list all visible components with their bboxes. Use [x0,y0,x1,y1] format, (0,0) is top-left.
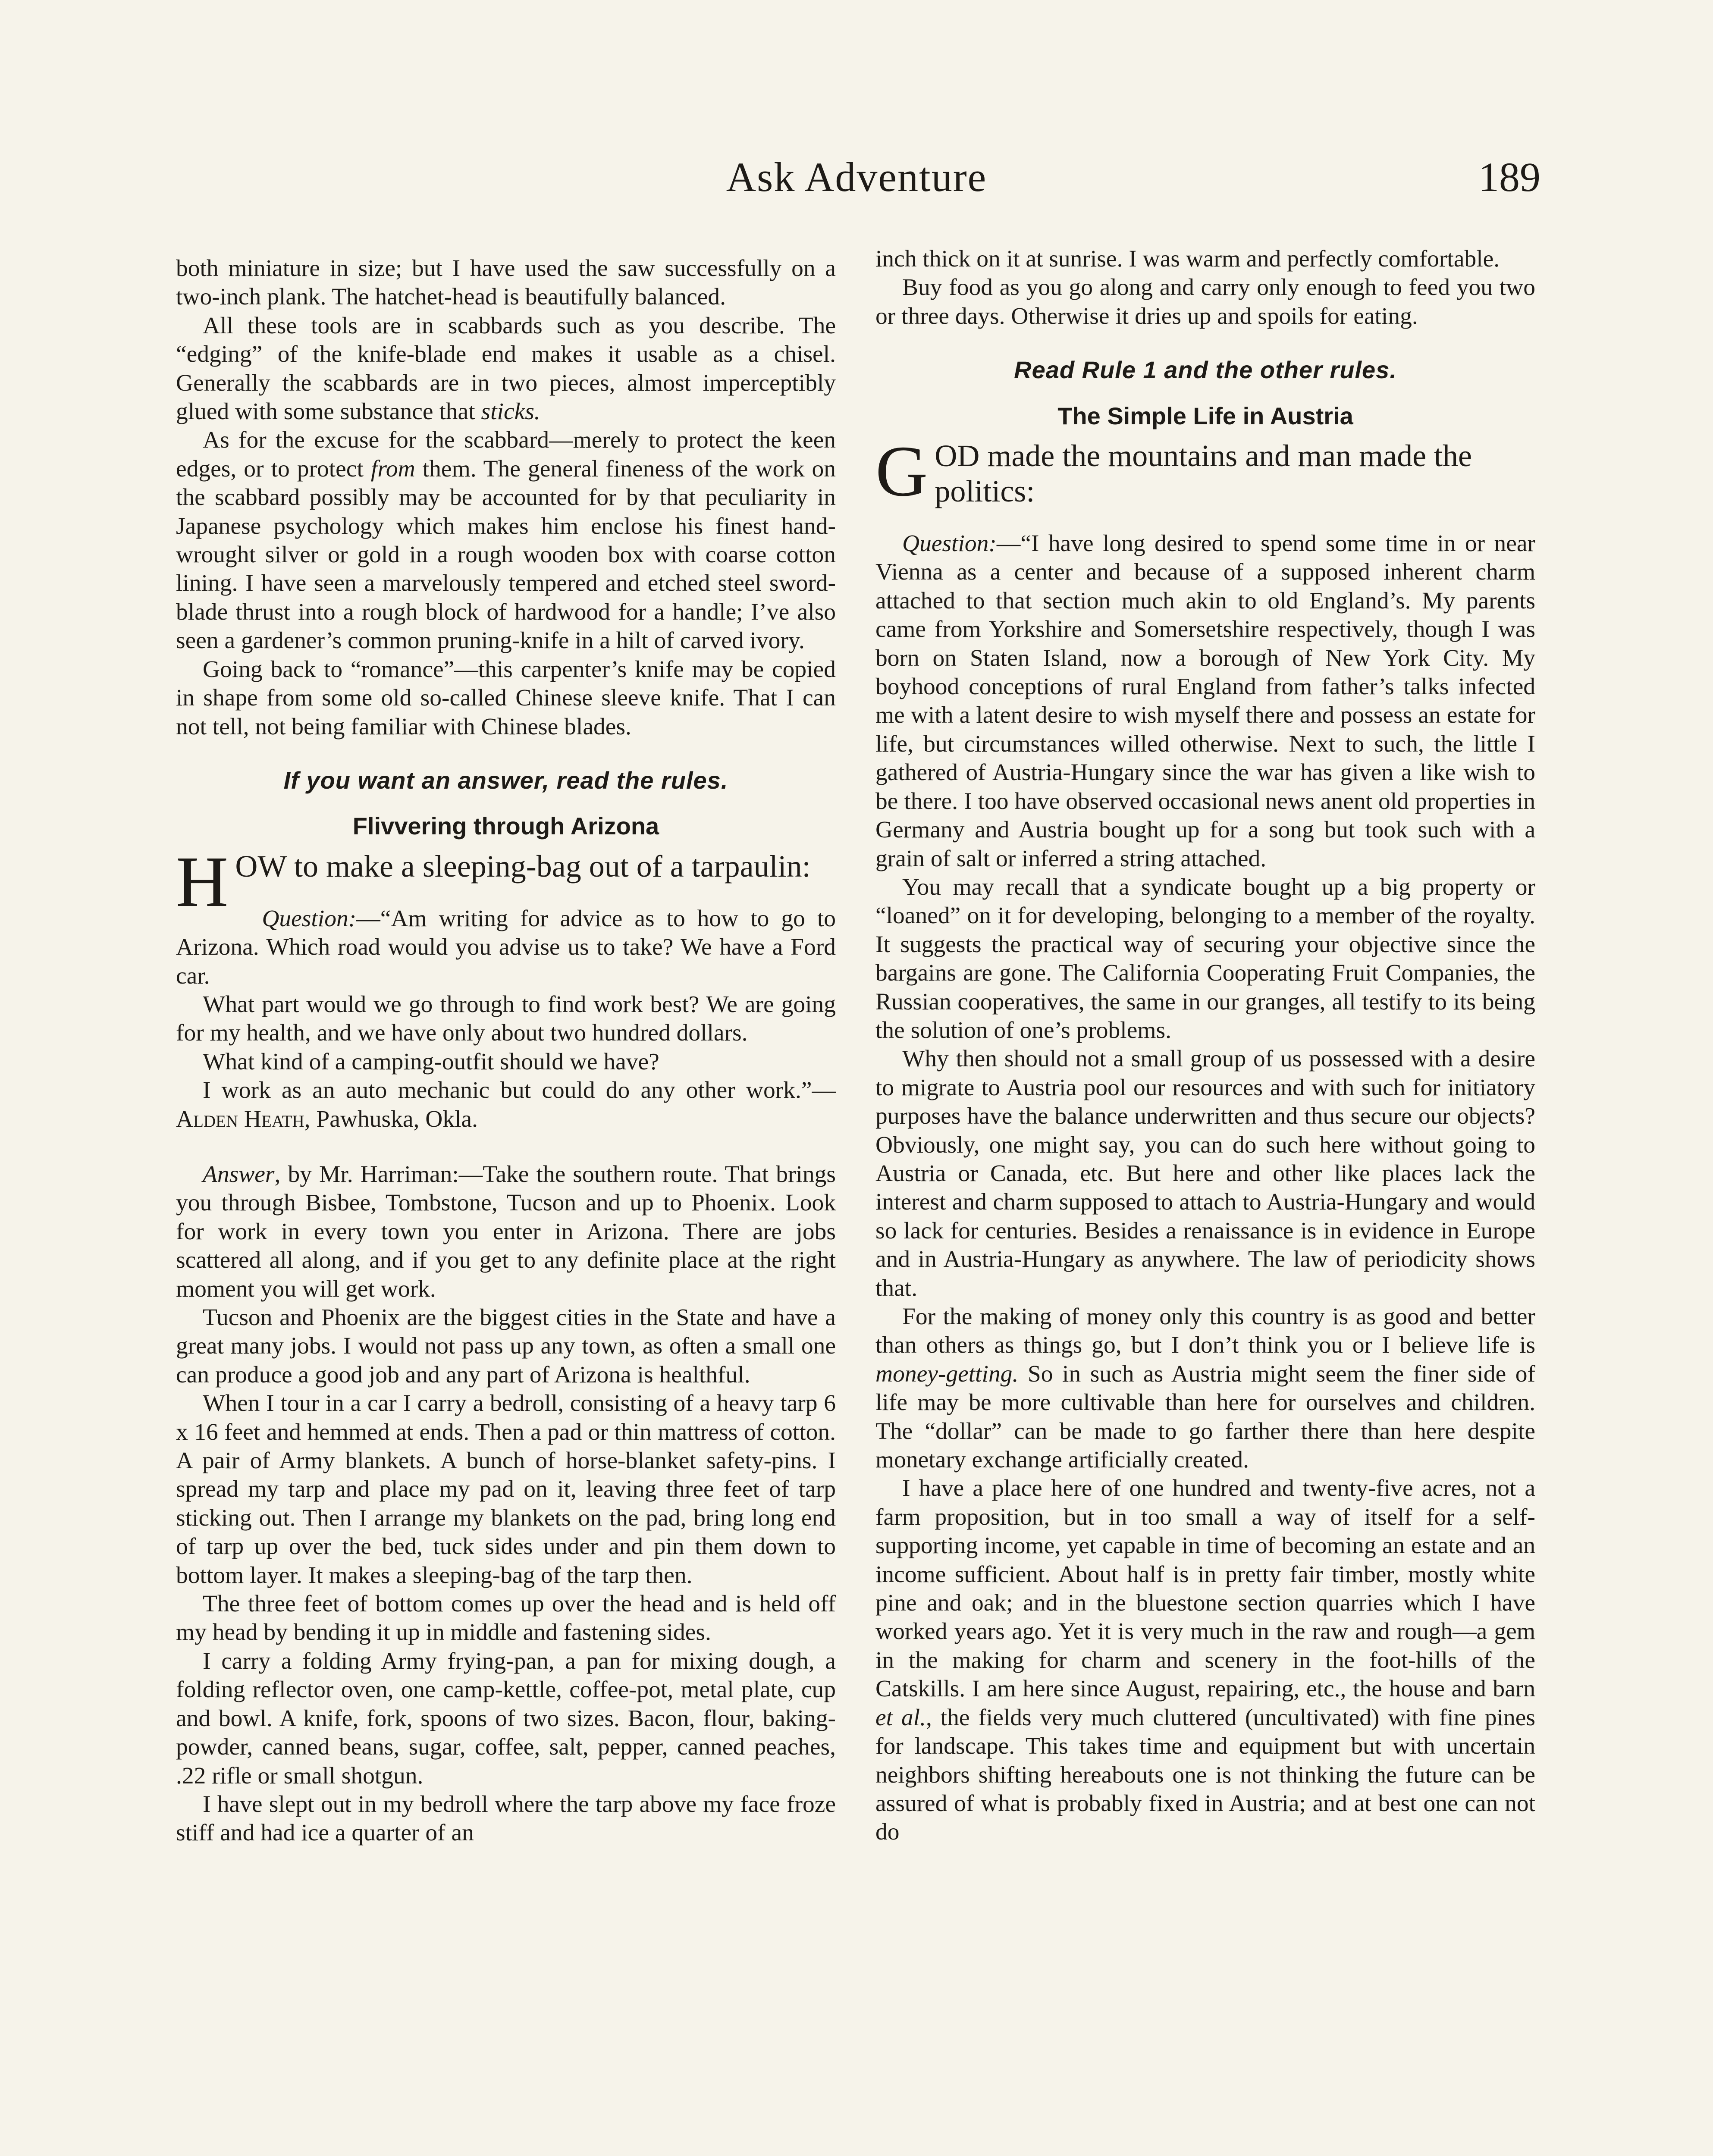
running-title: Ask Adventure [726,154,987,200]
question-paragraph: Question:—“I have long desired to spend some time in or near Vienna as a center and because of a supposed inherent charm attached to that section much akin to old England’s. My parents came from Yorkshire and Somersetshire respectively, though I was born on Staten Island, now a borough of New York City. My boyhood conceptions of rural England from father’s talks infected me with a latent desire to wish myself there and possess an estate for life, but circumstances willed otherwise. Next to such, the little I gathered of Austria-Hungary since the war has given a like wish to be there. I too have observed occasional news anent old properties in Germany and Austria bought up for a song but took such with a grain of salt or inferred a string attached. [875,530,1535,872]
paragraph: inch thick on it at sunrise. I was warm and perfectly comfortable. [875,246,1500,272]
paragraph: I have slept out in my bedroll where the tarp above my face froze stiff and had ice a quarter of an [176,1791,836,1846]
page-number: 189 [1478,154,1540,200]
paragraph: both miniature in size; but I have used the saw successfully on a two-inch plank. The hatchet-head is beautifully balanced. [176,255,836,310]
paragraph: I carry a folding Army frying-pan, a pan for mixing dough, a folding reflector oven, one camp-kettle, coffee-pot, metal plate, cup and bowl. A knife, fork, spoons of two sizes. Bacon, flour, baking-powder, canned beans, sugar, coffee, salt, pepper, canned peaches, .22 rifle or small shotgun. [176,1648,836,1789]
question-paragraph: Question:—“Am writing for advice as to how to go to Arizona. Which road would you advise us to take? We have a Ford car. [176,905,836,989]
left-column [176,254,836,1848]
paragraph: Buy food as you go along and carry only enough to feed you two or three days. Otherwise it dries up and spoils for eating. [875,274,1535,329]
paragraph: As for the excuse for the scabbard—merely to protect the keen edges, or to protect from them. The general fineness of the work on the scabbard possibly may be accounted for by that peculiarity in Japanese psychology which makes him enclose his finest hand-wrought silver or gold in a rough wooden box with coarse cotton lining. I have seen a marvelously tempered and etched steel sword-blade thrust into a rough block of hardwood for a handle; I’ve also seen a gardener’s common pruning-knife in a hilt of carved ivory. [176,427,836,654]
right-column [875,245,1535,1847]
drop-cap: G [875,431,928,512]
paragraph: The three feet of bottom comes up over the head and is held off my head by bending it up in middle and fastening sides. [176,1591,836,1646]
paragraph: I have a place here of one hundred and twenty-five acres, not a farm proposition, but in too small a way of itself for a self-supporting income, yet capable in time of becoming an estate and an income sufficient. About half is in pretty fair timber, mostly white pine and oak; and in the bluestone section quarries which I have worked years ago. Yet it is very much in the raw and rough—a gem in the making for charm and scenery in the foot-hills of the Catskills. I am here since August, repairing, etc., the house and barn et al., the fields very much cluttered (uncultivated) with fine pines for landscape. This takes time and equipment but with uncertain neighbors shifting hereabouts one is not thinking the future can be assured of what is probably fixed in Austria; and at best one can not do [875,1475,1535,1846]
paragraph: What kind of a camping-outfit should we have? [203,1048,659,1075]
paragraph: What part would we go through to find work best? We are going for my health, and we have only about two hundred dollars. [176,991,836,1047]
paragraph: Going back to “romance”—this carpenter’s knife may be copied in shape from some old so-called Chinese sleeve knife. That I can not tell, not being familiar with Chinese blades. [176,656,836,740]
paragraph: All these tools are in scabbards such as you describe. The “edging” of the knife-blade end makes it usable as a chisel. Generally the scabbards are in two pieces, almost imperceptibly glued with some substance that sticks. [176,312,836,425]
drop-cap: H [176,841,229,922]
section-title: Flivvering through Arizona [352,812,659,840]
running-head [173,153,1540,205]
lead-paragraph: HOW to make a sleeping-bag out of a tarpaulin: [176,841,811,922]
rules-note: Read Rule 1 and the other rules. [1014,356,1397,384]
paragraph: I work as an auto mechanic but could do any other work.”—Alden Heath, Pawhuska, Okla. [176,1077,836,1132]
paragraph: Tucson and Phoenix are the biggest cities in the State and have a great many jobs. I would not pass up any town, as often a small one can produce a good job and any part of Arizona is healthful. [176,1304,836,1388]
section-title: The Simple Life in Austria [1057,402,1353,429]
answer-paragraph: Answer, by Mr. Harriman:—Take the southern route. That brings you through Bisbee, Tombstone, Tucson and up to Phoenix. Look for work in every town you enter in Arizona. There are jobs scattered all along, and if you get to any definite place at the right moment you will get work. [176,1161,836,1302]
paragraph: When I tour in a car I carry a bedroll, consisting of a heavy tarp 6 x 16 feet and hemmed at ends. Then a pad or thin mattress of cotton. A pair of Army blankets. A bunch of horse-blanket safety-pins. I spread my tarp and place my pad on it, leaving three feet of tarp sticking out. Then I arrange my blankets on the pad, bring long end of tarp up over the bed, tuck sides under and pin them down to bottom layer. It makes a sleeping-bag of the tarp then. [176,1390,836,1589]
rules-note: If you want an answer, read the rules. [283,766,728,794]
paragraph: You may recall that a syndicate bought up a big property or “loaned” on it for developing, belonging to a member of the royalty. It suggests the practical way of securing your objective since the bargains are gone. The California Cooperating Fruit Companies, the Russian cooperatives, the same in our granges, all testify to its being the solution of one’s problems. [875,874,1535,1044]
paragraph: For the making of money only this country is as good and better than others as things go, but I don’t think you or I believe life is money-getting. So in such as Austria might seem the finer side of life may be more cultivable than here for ourselves and children. The “dollar” can be made to go farther there than here despite monetary exchange artificially created. [875,1304,1535,1473]
lead-paragraph: GOD made the mountains and man made the politics: [875,431,1472,512]
paragraph: Why then should not a small group of us possessed with a desire to migrate to Austria pool our resources and with such for initiatory purposes have the balance underwritten and thus secure our objects? Obviously, one might say, you can do such here without going to Austria or Canada, etc. But here and other like places lack the interest and charm supposed to attach to Austria-Hungary and would so lack for centuries. Besides a renaissance is in evidence in Europe and in Austria-Hungary as anywhere. The law of periodicity shows that. [875,1046,1535,1301]
